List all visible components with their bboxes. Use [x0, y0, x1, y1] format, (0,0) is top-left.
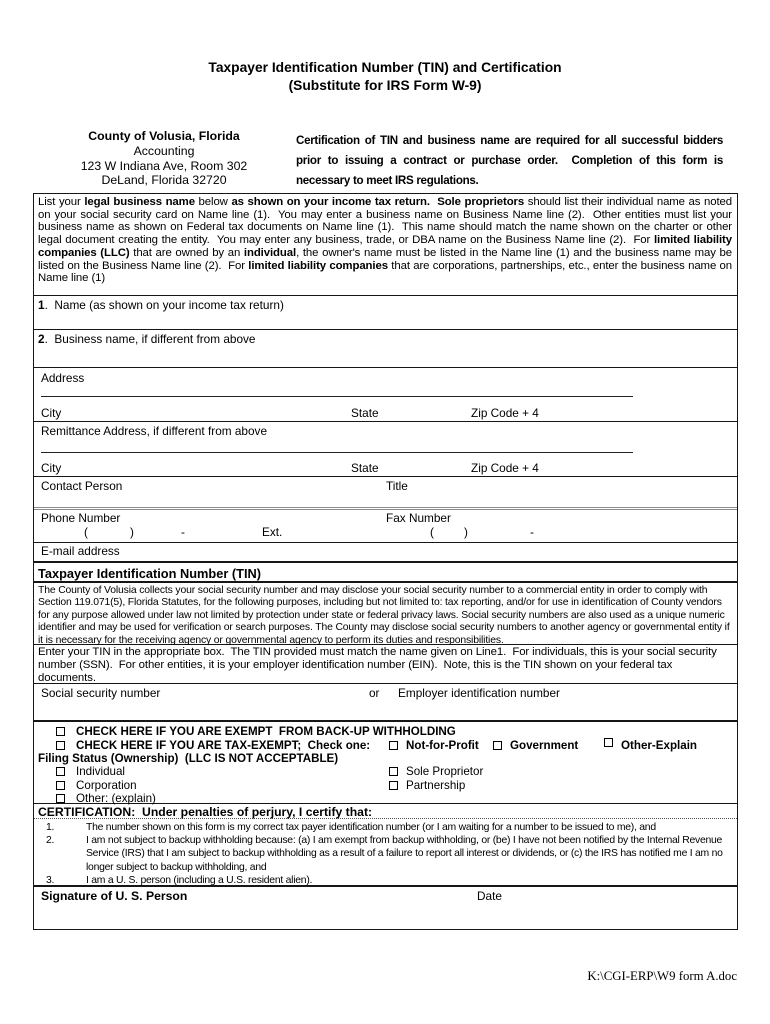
ein-label: Employer identification number	[398, 686, 560, 700]
certification-line-number: 2.	[46, 835, 55, 847]
checkbox-sole-proprietor[interactable]	[389, 767, 398, 776]
certification-line	[34, 821, 737, 834]
sole-proprietor-label: Sole Proprietor	[406, 765, 484, 778]
tin-instructions-section	[34, 645, 737, 684]
certification-line-number	[34, 861, 86, 874]
tax-exempt-label: CHECK HERE IF YOU ARE TAX-EXEMPT; Check one:	[76, 739, 371, 752]
certification-line	[34, 861, 737, 874]
certification-line-number	[34, 847, 86, 860]
remittance-address-label: Remittance Address, if different from above	[41, 424, 268, 438]
checkbox-backup-withholding-exempt[interactable]	[56, 727, 65, 736]
certification-line-number: 1.	[46, 822, 55, 833]
intro-instructions-section	[34, 194, 737, 296]
title-label: Title	[386, 479, 408, 493]
fax-number-label: Fax Number	[386, 511, 451, 525]
phone-number-label: Phone Number	[41, 511, 121, 525]
certification-line-text: Service (IRS) that I am subject to backup withholding as a result of a failure to report all interest or dividends, or (c) the IRS has notified me I am no	[86, 848, 723, 860]
form-body	[33, 193, 738, 930]
intro-paragraph: List your legal business name below as shown on your income tax return. Sole proprietors should list their individual name as noted on your social security card on Name line (1). You may enter a business name on Business Name line (2). Other entities must list your business name as shown on Federal tax documents on Name line (1). This name should match the name shown on the charter or other legal document creating the entity. You may enter any business, trade, or DBA name on the Business Name line (2). For limited liability companies (LLC) that are owned by an individual, the owner's name must be listed in the Name line (1) and the business name may be listed on the Business Name line (2). For limited liability companies that are corporations, partnerships, etc., enter the business name on Name line (1)	[38, 196, 736, 285]
phone-paren-open: (	[84, 525, 88, 539]
form-title-line2: (Substitute for IRS Form W-9)	[288, 77, 482, 93]
other-label: Other: (explain)	[76, 792, 156, 805]
business-name-field-row[interactable]	[34, 330, 737, 368]
document-file-path: K:\CGI-ERP\W9 form A.doc	[587, 969, 737, 983]
exemption-filing-status-section	[34, 722, 737, 804]
partnership-label: Partnership	[406, 779, 466, 792]
certification-list-section	[34, 819, 737, 887]
form-title	[0, 59, 770, 94]
email-label: E-mail address	[41, 544, 120, 558]
agency-street: 123 W Indiana Ave, Room 302	[80, 158, 248, 173]
address-city-label: City	[41, 406, 62, 420]
agency-name: County of Volusia, Florida	[88, 129, 240, 143]
certification-note: Certification of TIN and business name are required for all successful bidders prior to issuing a contract or purchase order. Completion of this form is necessary to meet IRS regulations.	[296, 134, 726, 187]
tin-section-heading: Taxpayer Identification Number (TIN)	[38, 566, 262, 581]
phone-fax-field-row[interactable]	[34, 507, 737, 543]
phone-ext-label: Ext.	[262, 525, 283, 539]
checkbox-government[interactable]	[493, 741, 502, 750]
contact-person-label: Contact Person	[41, 479, 123, 493]
phone-dash: -	[181, 525, 185, 539]
form-title-line1: Taxpayer Identification Number (TIN) and Certification	[208, 60, 562, 75]
checkbox-other-explain[interactable]	[604, 738, 613, 747]
tin-disclosure-paragraph: The County of Volusia collects your social security number and may disclose your social security number to a commercial entity in order to comply with Section 119.071(5), Florida Statutes, for the following purposes, including but not limited to: tax reporting, and/or for use in identification of County vendors for any purpose allowed under law not limited by protection under state or federal privacy laws. Social security numbers are also used as a unique numeric identifier and may be used for verification or search purposes. The County may disclose social security numbers to another agency or governmental entity if it is necessary for the receiving agency or governmental agency to perform its duties and responsibilities.	[38, 585, 733, 646]
ssn-ein-field-row[interactable]	[34, 684, 737, 722]
address-zip-label: Zip Code + 4	[471, 406, 539, 420]
address-label: Address	[41, 371, 85, 385]
remittance-zip-label: Zip Code + 4	[471, 461, 539, 475]
corporation-label: Corporation	[76, 779, 137, 792]
date-label: Date	[477, 889, 502, 903]
checkbox-tax-exempt[interactable]	[56, 741, 65, 750]
not-for-profit-label: Not-for-Profit	[406, 739, 479, 752]
email-field-row[interactable]	[34, 543, 737, 561]
tin-disclosure-section	[34, 583, 737, 645]
certification-line-text: I am not subject to backup withholding because: (a) I am exempt from backup withholding, or (be) I have not been notified by the Internal Revenue	[86, 835, 723, 847]
certification-heading: CERTIFICATION: Under penalties of perjury, I certify that:	[38, 805, 373, 819]
fax-paren-close: )	[464, 525, 468, 539]
or-label: or	[369, 686, 380, 700]
certification-line-text: The number shown on this form is my correct tax payer identification number (or I am waiting for a number to be issued to me), and	[86, 822, 656, 833]
certification-line	[34, 874, 737, 887]
agency-dept: Accounting	[133, 143, 195, 158]
certification-line-text: I am a U. S. person (including a U.S. resident alien).	[86, 874, 313, 886]
certification-line	[34, 834, 737, 847]
fax-dash: -	[530, 525, 534, 539]
address-write-line[interactable]	[41, 396, 633, 397]
tin-section-header-row	[34, 561, 737, 583]
ssn-label: Social security number	[41, 686, 161, 700]
certification-line	[34, 847, 737, 860]
government-label: Government	[510, 739, 579, 752]
certification-line-text: longer subject to backup withholding, and	[86, 861, 267, 873]
remittance-city-label: City	[41, 461, 62, 475]
phone-paren-close: )	[130, 525, 134, 539]
business-name-field-label: 2. Business name, if different from above	[38, 332, 256, 346]
checkbox-not-for-profit[interactable]	[389, 741, 398, 750]
remittance-state-label: State	[351, 461, 379, 475]
checkbox-other[interactable]	[56, 794, 65, 803]
backup-withholding-exempt-label: CHECK HERE IF YOU ARE EXEMPT FROM BACK-UP WITHHOLDING	[76, 725, 456, 738]
other-explain-label: Other-Explain	[621, 739, 698, 752]
checkbox-corporation[interactable]	[56, 781, 65, 790]
name-field-row[interactable]	[34, 296, 737, 330]
certification-line-number: 3.	[46, 874, 55, 886]
checkbox-individual[interactable]	[56, 767, 65, 776]
certification-heading-row	[34, 804, 737, 819]
agency-city: DeLand, Florida 32720	[101, 173, 227, 188]
remittance-write-line[interactable]	[41, 452, 633, 453]
contact-person-field-row[interactable]	[34, 477, 737, 507]
remittance-address-field-row[interactable]	[34, 422, 737, 477]
individual-label: Individual	[76, 765, 125, 778]
checkbox-partnership[interactable]	[389, 781, 398, 790]
address-state-label: State	[351, 406, 379, 420]
signature-label: Signature of U. S. Person	[41, 889, 188, 903]
name-field-label: 1. Name (as shown on your income tax return)	[38, 298, 284, 312]
signature-field-row[interactable]	[34, 887, 737, 929]
address-field-row[interactable]	[34, 368, 737, 422]
tin-instructions-paragraph: Enter your TIN in the appropriate box. The TIN provided must match the name given on Line1. For individuals, this is your social security number (SSN). For other entities, it is your employer identification number (EIN). Note, this is the TIN shown on your federal tax documents.	[38, 646, 720, 684]
filing-status-label: Filing Status (Ownership) (LLC IS NOT ACCEPTABLE)	[38, 752, 339, 765]
fax-paren-open: (	[430, 525, 434, 539]
agency-address-block	[38, 129, 290, 188]
